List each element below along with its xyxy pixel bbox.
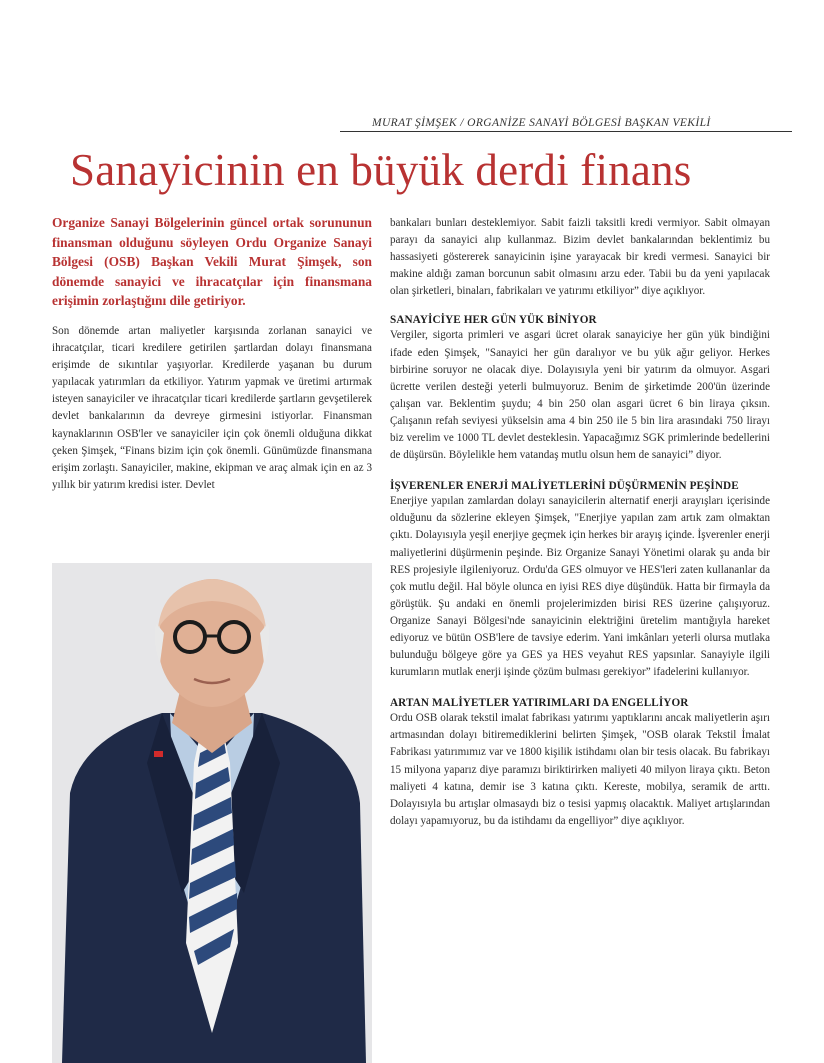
left-column — [52, 213, 372, 494]
section-body-2: Enerjiye yapılan zamlardan dolayı sanayicilerin alternatif enerji arayışları içerisinde olduğunu da sözlerine ekleyen Şimşek, "Enerjiye yapılan zam artık zam olmaktan çıktı. Dolayısıyla yeşil enerjiye geçmek için herkes bir arayış içinde. İşverenler enerji maliyetlerini düşürmenin peşinde. Biz Organize Sanayi Yönetimi olarak şu anda bir RES projesiyle ilgileniyoruz. Ordu'da GES olmuyor ve HES'leri zaten kullananlar da çok mutlu değil. Hal böyle olunca en iyisi RES diye düşündük. Hatta bir firmayla da görüştük. Şu andaki en önemli projelerimizden birisi RES üzerine çalışıyoruz. Organize Sanayi Bölgesi'nde sanayicinin elektriğini üretelim mantığıyla hareket ediyoruz ve bütün OSB'lere de tavsiye ederim. Yani imkânları yeterli olursa mutlaka bulunduğu bölgeye göre ya GES ya HES veyahut RES yapsınlar. Sanayiyle ilgili kurumların mutlak enerji işinde çözüm bulması gerekiyor” ifadelerini kullanıyor. — [390, 495, 770, 679]
page-title: Sanayicinin en büyük derdi finans — [70, 145, 692, 195]
byline: MURAT ŞİMŞEK / ORGANİZE SANAYİ BÖLGESİ BAŞKAN VEKİLİ — [340, 117, 792, 132]
portrait-illustration — [52, 563, 372, 1063]
section-heading-3: ARTAN MALİYETLER YATIRIMLARI DA ENGELLİYOR — [390, 697, 689, 710]
section-body-1: Vergiler, sigorta primleri ve asgari ücret olarak sanayiciye her gün yük bindiğini ifade eden Şimşek, "Sanayici her gün daralıyor ve bu yük ağır geliyor. Herkes birbirine soruyor ne olacak diye. Dolayısıyla yeni bir yatırım da olmuyor. Asgari ücrette verilen desteği yeterli bulmuyoruz. Benim de şirketimde 200'ün üzerinde çalışan var. Beklentim şuydu; 4 bin 250 olan asgari ücret 6 bin liraya çıksın. Çalışanın refah seviyesi yükselsin ama 4 bin 250 ile 5 bin lira arasındaki 750 lirayı biz verelim ve 1000 TL devlet desteklesin. Yapacağımız SGK primlerinde bedellerini de düşürsün. Böylelikle hem vatandaş mutlu olsun hem de sanayici” diyor. — [390, 329, 770, 462]
left-body-paragraph: Son dönemde artan maliyetler karşısında zorlanan sanayici ve ihracatçılar, ticari kredilere getirilen şartlardan dolayı finansmana erişimde de sıkıntılar yaşıyorlar. Kredilerde yaşanan bu durum yapılacak yatırımları da etkiliyor. Yatırım yapmak ve üretimi artırmak isteyen sanayiciler ve ihracatçılar ticari kredilerde şartların gevşetilerek devlet bankalarının da devreye girmesini istiyorlar. Finansman kaynaklarının OSB'ler ve sanayiciler için çok önemli olduğuna dikkat çeken Şimşek, “Finans bizim için çok önemli. Günümüzde finansmana erişim zorlaştı. Sanayiciler, makine, ekipman ve araç almak için en az 3 yıllık bir yatırım kredisi ister. Devlet — [52, 324, 372, 491]
lead-paragraph: Organize Sanayi Bölgelerinin güncel ortak sorununun finansman olduğunu söyleyen Ordu Organize Sanayi Bölgesi (OSB) Başkan Vekili Murat Şimşek, son dönemde sanayici ve ihracatçılar için finansmana erişimin zorlaştığını dile getiriyor. — [52, 215, 372, 309]
portrait-photo — [52, 563, 372, 1063]
section-body-3: Ordu OSB olarak tekstil imalat fabrikası yatırımı yaptıklarını ancak maliyetlerin aşırı artmasından dolayı bitiremediklerini belirten Şimşek, "OSB olarak Tekstil İmalat Fabrikası yatırımımız var ve 1800 kişilik istihdamı olan bir tesis olacak. Bu fabrikayı 15 milyona yaparız diye paramızı biriktirirken maliyeti 40 milyon liraya çıktı. Beton maliyeti 4 katına, demir ise 3 katına çıktı. Kereste, mobilya, seramik de arttı. Dolayısıyla bu artışlar olmasaydı biz o tesisi yapmış olacaktık. Maliyet artışlarından dolayı yapamıyoruz, bu da istihdamı da engelliyor” diye açıklıyor. — [390, 712, 770, 827]
section-heading-1: SANAYİCİYE HER GÜN YÜK BİNİYOR — [390, 314, 597, 327]
right-intro-paragraph: bankaları bunları desteklemiyor. Sabit faizli taksitli kredi vermiyor. Sabit olmayan parayı da sanayici alıp kullanmaz. Bizim devlet bankalarından beklentimiz bu hassasiyeti göstererek sanayicinin işine yarayacak bir kredi vermesi. Sanayici bir makine aldığı zaman borcunun sabit olmasını arzu eder. Tabii bu da yeni yapılacak olan şirketleri, binaları, fabrikaları ve yatırımı etkiliyor” diye açıklıyor. — [390, 217, 770, 298]
right-column — [390, 215, 770, 830]
section-heading-2: İŞVERENLER ENERJİ MALİYETLERİNİ DÜŞÜRMENİN PEŞİNDE — [390, 480, 739, 493]
